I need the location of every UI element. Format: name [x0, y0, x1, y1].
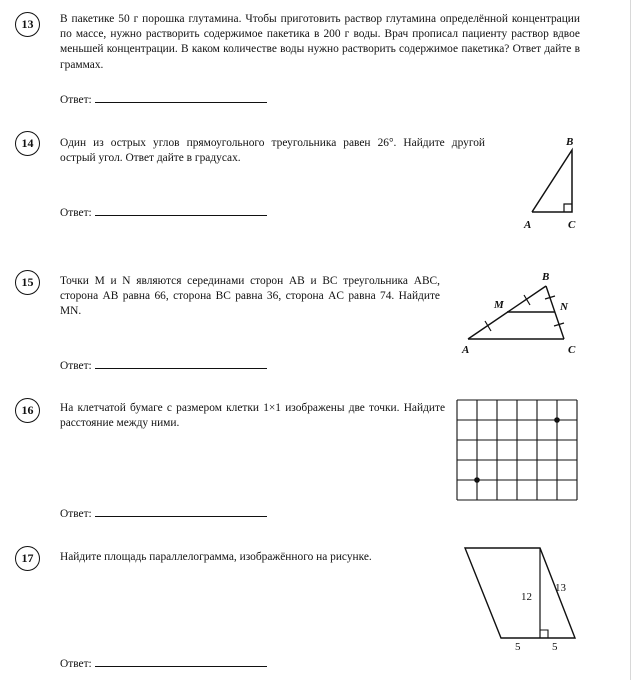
side-label: 13: [555, 582, 566, 594]
answer-field[interactable]: [60, 507, 267, 520]
answer-label: Ответ:: [60, 658, 92, 670]
task-text: Найдите площадь параллелограмма, изображённого на рисунке.: [60, 551, 372, 563]
task-number: 17: [15, 546, 40, 571]
answer-line[interactable]: [95, 359, 267, 369]
answer-field[interactable]: [60, 657, 267, 670]
triangle-midline-figure: [458, 268, 588, 358]
answer-label: Ответ:: [60, 207, 92, 219]
answer-field[interactable]: [60, 93, 267, 106]
task-number: 15: [15, 270, 40, 295]
task-text: Один из острых углов прямоугольного треугольника равен 26°. Найдите другой острый угол. Ответ дайте в градусах.: [60, 137, 485, 165]
vertex-b-label: B: [542, 271, 550, 283]
base-right-label: 5: [552, 641, 558, 653]
vertex-a-label: A: [524, 219, 532, 231]
right-angle-mark: [540, 630, 548, 638]
answer-label: Ответ:: [60, 360, 92, 372]
answer-label: Ответ:: [60, 508, 92, 520]
vertex-b-label: B: [566, 136, 574, 148]
answer-line[interactable]: [95, 93, 267, 103]
triangle-abc: [532, 150, 572, 212]
point-m-label: M: [494, 299, 504, 311]
answer-line[interactable]: [95, 507, 267, 517]
answer-label: Ответ:: [60, 94, 92, 106]
checkered-grid: [457, 400, 577, 500]
page-edge: [630, 0, 631, 680]
answer-line[interactable]: [95, 657, 267, 667]
point-n-label: N: [560, 301, 568, 313]
answer-field[interactable]: [60, 359, 267, 372]
parallelogram-figure: [455, 540, 585, 660]
task-text: В пакетике 50 г порошка глутамина. Чтобы приготовить раствор глутамина определённой концентрации по массе, нужно растворить содержимое пакетика в 200 г воды. Врач прописал пациенту раствор вдвое меньшей концентрации. В каком количестве воды нужно растворить содержимое пакетика? Ответ дайте в граммах.: [60, 13, 580, 71]
right-angle-mark: [564, 204, 572, 212]
task-number: 13: [15, 12, 40, 37]
task-number: 14: [15, 131, 40, 156]
task-number: 16: [15, 398, 40, 423]
grid-point: [554, 417, 560, 423]
answer-field[interactable]: [60, 206, 267, 219]
grid-figure: [450, 395, 590, 510]
grid-point: [474, 477, 480, 483]
base-left-label: 5: [515, 641, 521, 653]
right-triangle-figure: [520, 134, 590, 238]
vertex-a-label: A: [462, 344, 470, 356]
vertex-c-label: C: [568, 344, 576, 356]
task-text: На клетчатой бумаге с размером клетки 1×1 изображены две точки. Найдите расстояние между ними.: [60, 402, 445, 430]
height-label: 12: [521, 591, 532, 603]
vertex-c-label: C: [568, 219, 576, 231]
task-text: Точки M и N являются серединами сторон AB и BC треугольника ABC, сторона AB равна 66, сторона BC равна 36, сторона AC равна 74. Найдите MN.: [60, 275, 440, 318]
answer-line[interactable]: [95, 206, 267, 216]
